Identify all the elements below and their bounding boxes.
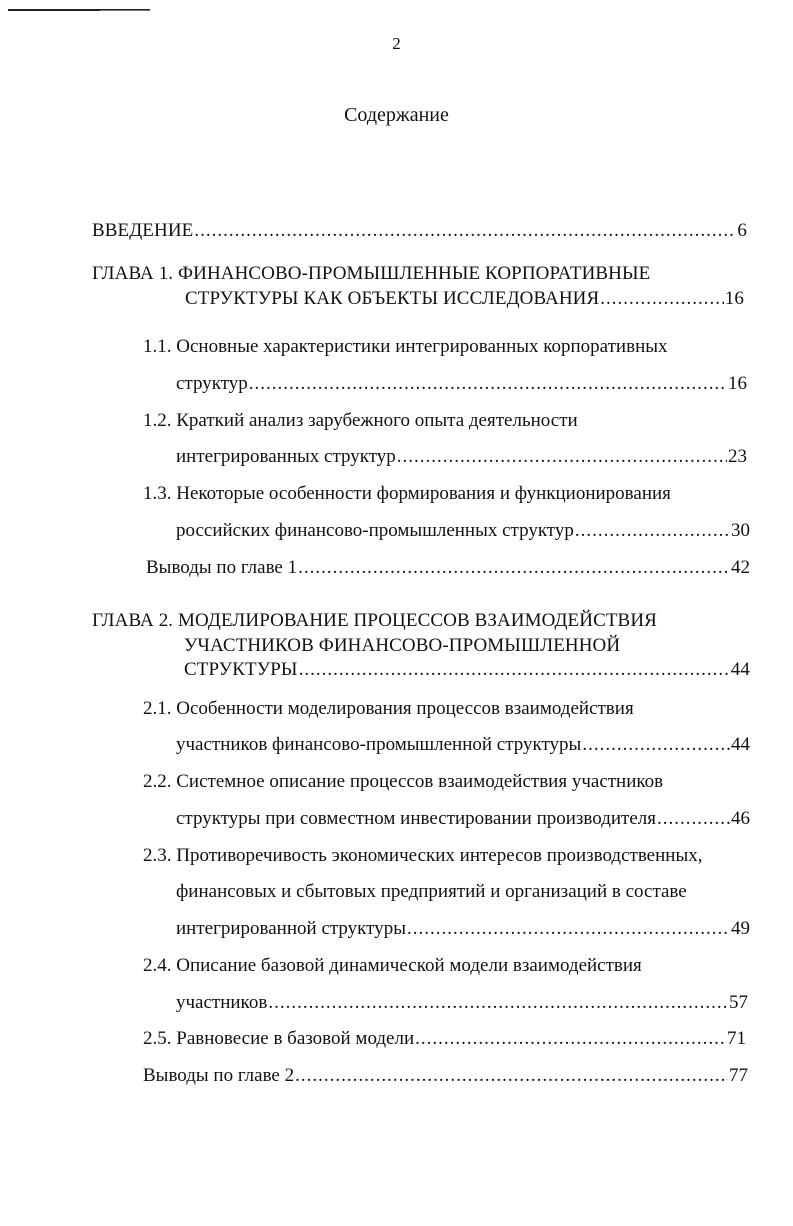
toc-entry-section-2-4[interactable]	[176, 991, 748, 1015]
toc-leader-dots	[575, 519, 730, 543]
toc-entry-chapter2[interactable]	[184, 658, 750, 682]
page-number: 2	[392, 34, 401, 53]
toc-entry-section-2-5[interactable]	[143, 1027, 746, 1051]
toc-entry-label: интегрированной структуры	[176, 918, 406, 939]
toc-page-number: 49	[731, 918, 750, 939]
toc-entry-label: 2.5. Равновесие в базовой модели	[143, 1028, 415, 1049]
toc-entry-label: интегрированных структур	[176, 446, 396, 467]
toc-page-number: 16	[728, 373, 747, 394]
toc-leader-dots	[582, 733, 730, 757]
toc-section-2-1-line1[interactable]: 2.1. Особенности моделирования процессов взаимодействия	[143, 698, 634, 719]
toc-leader-dots	[295, 1064, 728, 1088]
toc-leader-dots	[268, 991, 728, 1015]
toc-leader-dots	[600, 287, 724, 311]
toc-page-number: 57	[729, 992, 748, 1013]
toc-page-number: 16	[724, 288, 744, 309]
toc-entry-label: участников финансово-промышленной структуры	[176, 734, 582, 755]
toc-page-number: 42	[731, 557, 750, 578]
toc-entry-section-2-3[interactable]	[176, 917, 750, 941]
toc-chapter2-line2[interactable]: УЧАСТНИКОВ ФИНАНСОВО-ПРОМЫШЛЕННОЙ	[184, 635, 621, 656]
header-rule-tail	[100, 10, 150, 11]
toc-chapter1-line1[interactable]: ГЛАВА 1. ФИНАНСОВО-ПРОМЫШЛЕННЫЕ КОРПОРАТИВНЫЕ	[92, 263, 651, 284]
toc-page-number: 23	[728, 446, 747, 467]
toc-page-number: 6	[737, 220, 747, 241]
toc-entry-label: участников	[176, 992, 268, 1013]
toc-leader-dots	[298, 556, 730, 580]
toc-page-number: 44	[731, 734, 750, 755]
toc-leader-dots	[249, 372, 727, 396]
toc-section-2-2-line1[interactable]: 2.2. Системное описание процессов взаимодействия участников	[143, 771, 664, 792]
toc-leader-dots	[415, 1027, 726, 1051]
toc-page-number: 71	[727, 1028, 746, 1049]
toc-entry-label: СТРУКТУРЫ	[184, 659, 298, 680]
toc-leader-dots	[299, 658, 730, 682]
toc-page-number: 44	[730, 659, 750, 680]
toc-leader-dots	[657, 807, 730, 831]
toc-entry-label: СТРУКТУРЫ КАК ОБЪЕКТЫ ИССЛЕДОВАНИЯ	[185, 288, 600, 309]
toc-page-number: 30	[731, 520, 750, 541]
toc-chapter2-line1[interactable]: ГЛАВА 2. МОДЕЛИРОВАНИЕ ПРОЦЕССОВ ВЗАИМОДЕЙСТВИЯ	[92, 610, 657, 631]
toc-leader-dots	[397, 445, 727, 469]
toc-leader-dots	[194, 219, 736, 243]
toc-entry-label: структуры при совместном инвестировании производителя	[176, 808, 657, 829]
toc-entry-conclusions-2[interactable]	[143, 1064, 748, 1088]
toc-entry-label: Выводы по главе 1	[146, 557, 298, 578]
toc-section-2-3-line2[interactable]: финансовых и сбытовых предприятий и организаций в составе	[176, 881, 687, 902]
toc-section-2-4-line1[interactable]: 2.4. Описание базовой динамической модели взаимодействия	[143, 955, 642, 976]
page-title: Содержание	[344, 104, 449, 126]
toc-page-number: 77	[729, 1065, 748, 1086]
toc-entry-section-1-2[interactable]	[176, 445, 747, 469]
toc-entry-chapter1[interactable]	[185, 287, 744, 311]
toc-entry-label: Выводы по главе 2	[143, 1065, 295, 1086]
toc-entry-section-2-1[interactable]	[176, 733, 750, 757]
toc-entry-label: структур	[176, 373, 248, 394]
toc-section-2-3-line1[interactable]: 2.3. Противоречивость экономических интересов производственных,	[143, 845, 703, 866]
toc-section-1-2-line1[interactable]: 1.2. Краткий анализ зарубежного опыта деятельности	[143, 410, 578, 431]
toc-entry-section-1-3[interactable]	[176, 519, 750, 543]
toc-entry-label: российских финансово-промышленных структур	[176, 520, 574, 541]
toc-entry-conclusions-1[interactable]	[146, 556, 750, 580]
toc-entry-intro[interactable]	[92, 219, 747, 243]
toc-leader-dots	[407, 917, 730, 941]
toc-section-1-1-line1[interactable]: 1.1. Основные характеристики интегрированных корпоративных	[143, 336, 668, 357]
toc-page-number: 46	[731, 808, 750, 829]
toc-entry-label: ВВЕДЕНИЕ	[92, 220, 194, 241]
toc-entry-section-1-1[interactable]	[176, 372, 747, 396]
toc-entry-section-2-2[interactable]	[176, 807, 750, 831]
toc-section-1-3-line1[interactable]: 1.3. Некоторые особенности формирования и функционирования	[143, 483, 671, 504]
